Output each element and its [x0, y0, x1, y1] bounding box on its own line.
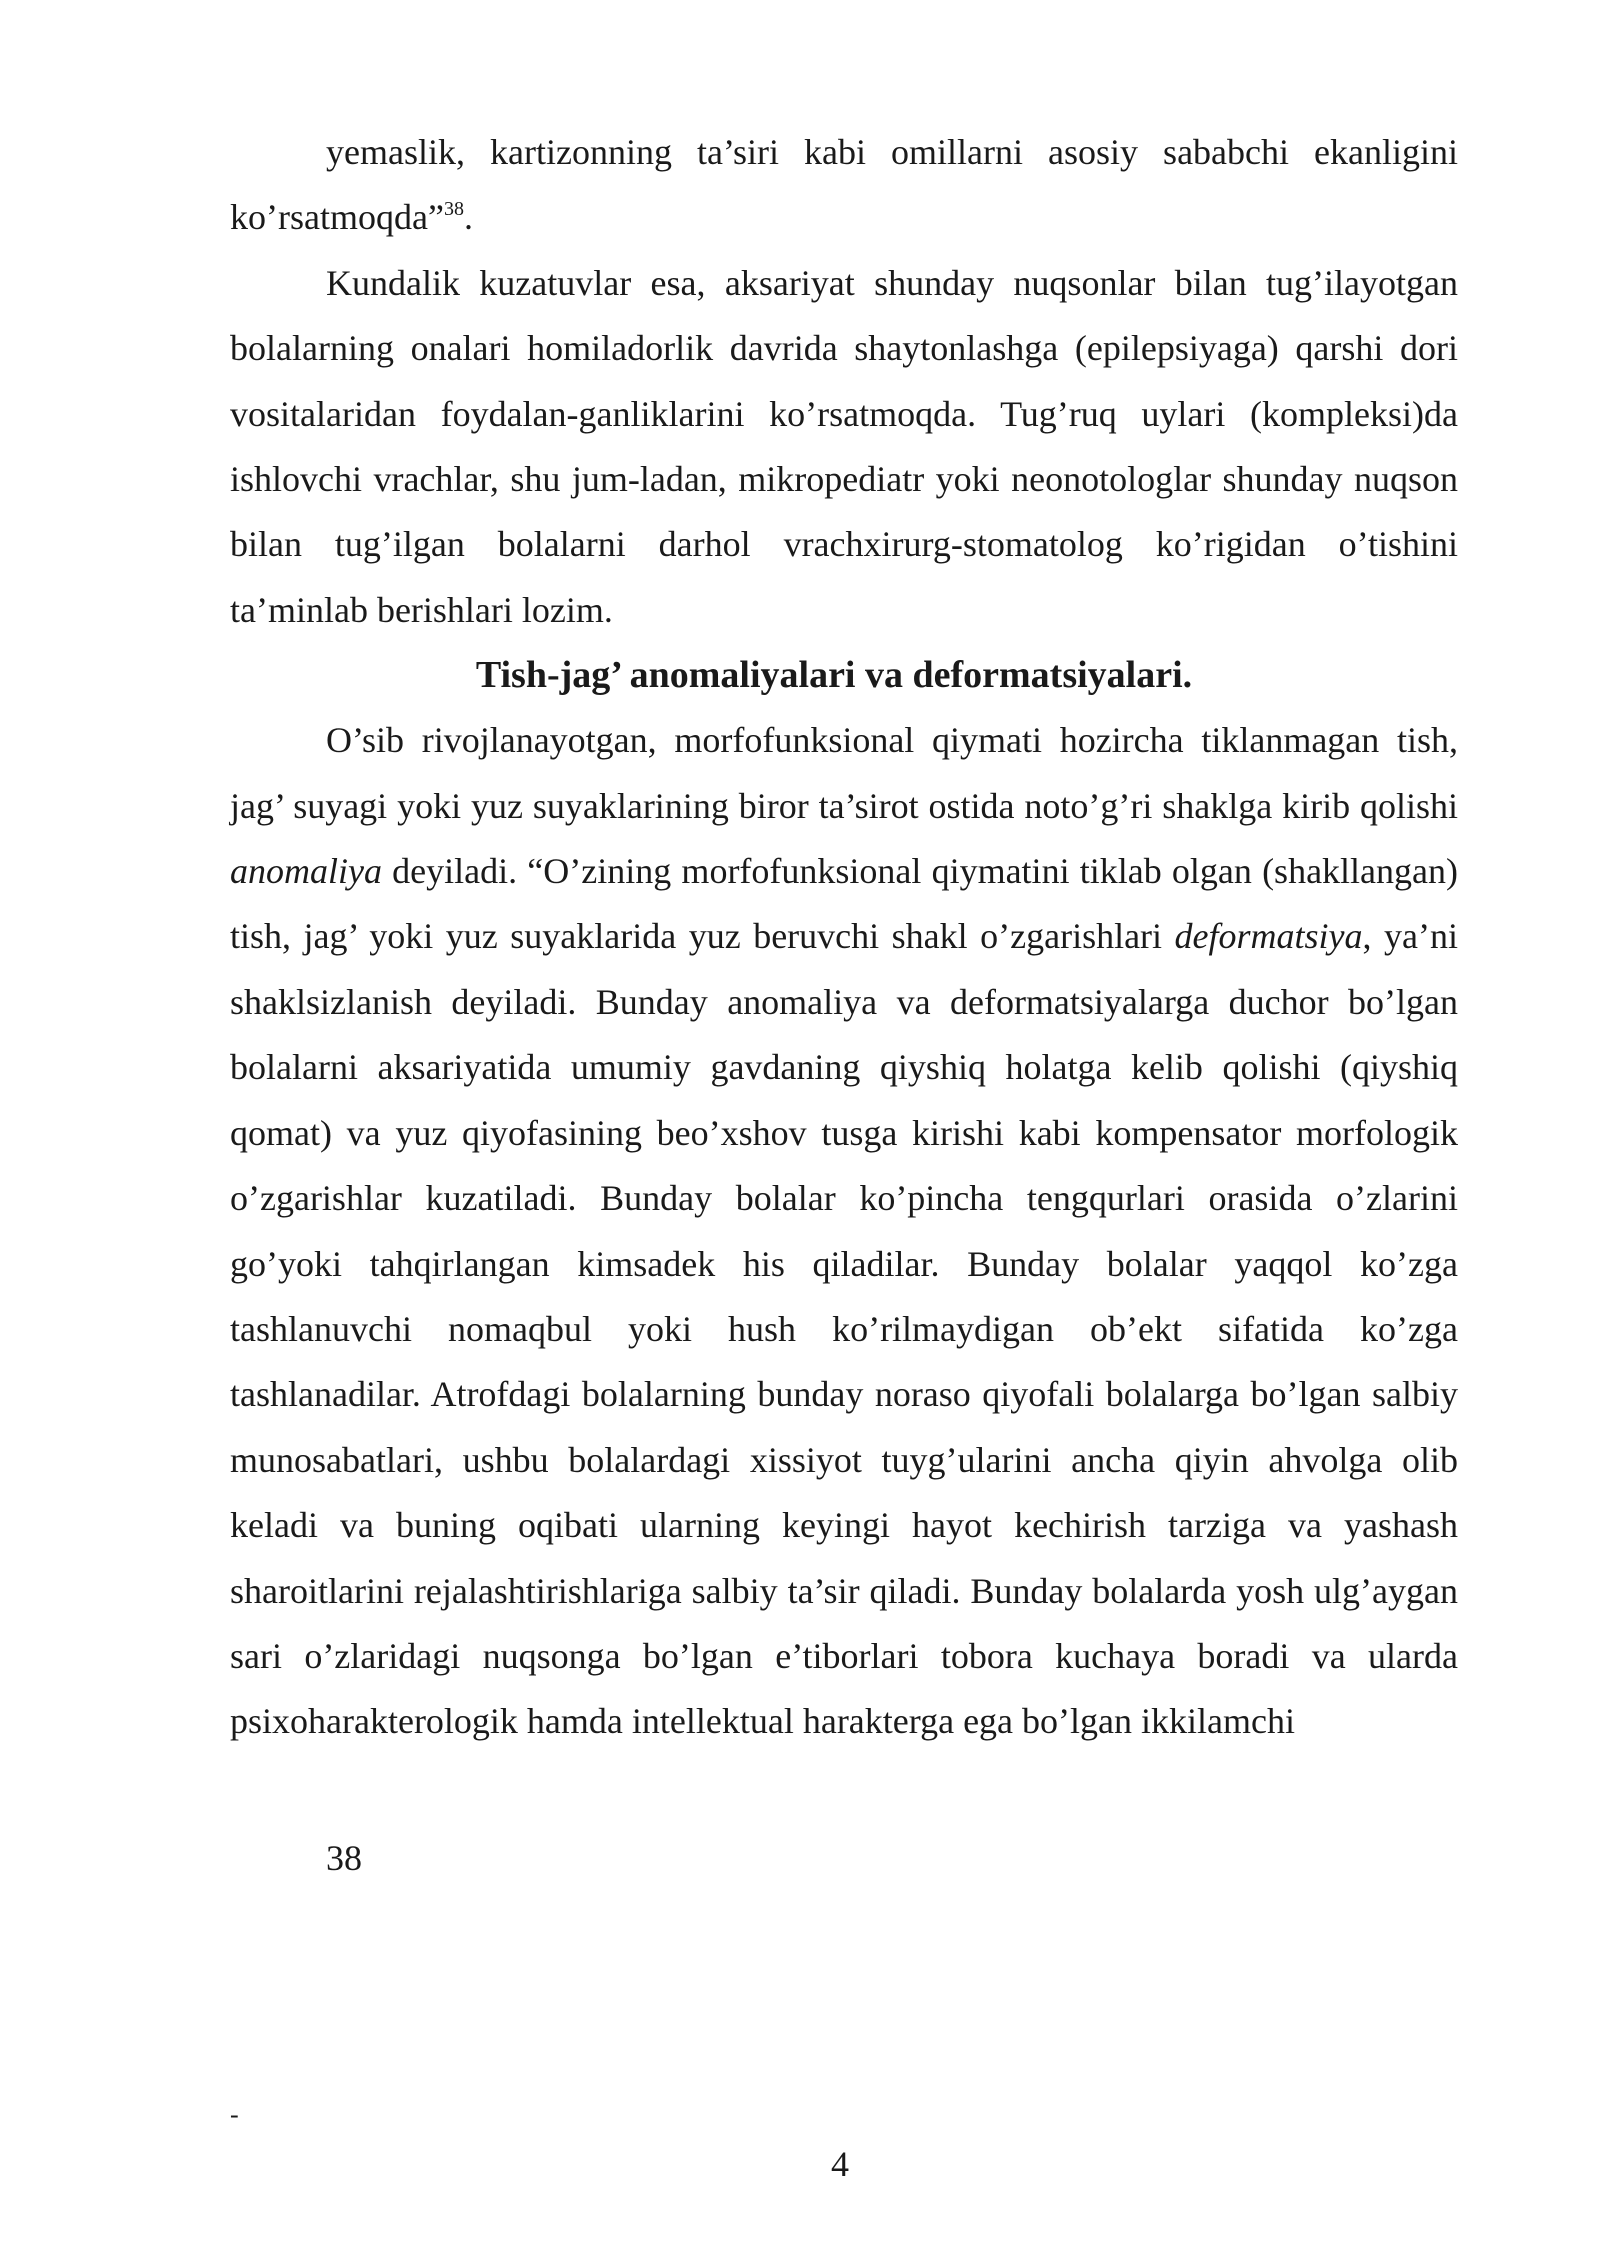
section-heading: Tish-jag’ anomaliyalari va deformatsiyalari.	[475, 654, 1193, 697]
page-number: 4	[831, 2144, 849, 2184]
paragraph-3-part-2: deyiladi. “O’zining morfofunksional qiymatini tiklab olgan (shakllangan) tish, jag’ yoki yuz suyaklarida yuz beruvchi shakl o’zgarishlari	[230, 851, 1458, 957]
footnote-number: 38	[326, 1838, 362, 1878]
footnote-reference[interactable]: 38	[443, 198, 464, 221]
paragraph-3-part-1: O’sib rivojlanayotgan, morfofunksional qiymati hozircha tiklanmagan tish, jag’ suyagi yoki yuz suyaklarining biror ta’sirot ostida noto’g’ri shaklga kirib qolishi	[230, 720, 1458, 826]
paragraph-1-text: yemaslik, kartizonning ta’siri kabi omillarni asosiy sababchi ekanligini ko’rsatmoqda”	[230, 132, 1458, 238]
paragraph-3-part-3: , ya’ni shaklsizlanish deyiladi. Bunday anomaliya va deformatsiyalarga duchor bo’lgan bolalarni aksariyatida umumiy gavdaning qiyshiq holatga kelib qolishi (qiyshiq qomat) va yuz qiyofasining beo’xshov tusga kirishi kabi kompensator morfologik o’zgarishlar kuzatiladi. Bunday bolalar ko’pincha tengqurlari orasida o’zlarini go’yoki tahqirlangan kimsadek his qiladilar. Bunday bolalar yaqqol ko’zga tashlanuvchi nomaqbul yoki hush ko’rilmaydigan ob’ekt sifatida ko’zga tashlanadilar. Atrofdagi bolalarning bunday noraso qiyofali bolalarga bo’lgan salbiy munosabatlari, ushbu bolalardagi xissiyot tuyg’ularini ancha qiyin ahvolga olib keladi va buning oqibati ularning keyingi hayot kechirish tarziga va yashash sharoitlarini rejalashtirishlariga salbiy ta’sir qiladi. Bunday bolalarda yosh ulg’aygan sari o’zlaridagi nuqsonga bo’lgan e’tiborlari tobora kuchaya boradi va ularda psixoharakterologik hamda intellektual harakterga ega bo’lgan ikkilamchi	[230, 916, 1458, 1742]
paragraph-2: Kundalik kuzatuvlar esa, aksariyat shunday nuqsonlar bilan tug’ilayotgan bolalarning onalari homiladorlik davrida shaytonlashga (epilepsiyaga) qarshi dori vositalaridan foydalan-ganliklarini ko’rsatmoqda. Tug’ruq uylari (kompleksi)da ishlovchi vrachlar, shu jum-ladan, mikropediatr yoki neonotologlar shunday nuqson bilan tug’ilgan bolalarni darhol vrachxirurg-stomatolog ko’rigidan o’tishini ta’minlab berishlari lozim.	[230, 262, 1458, 630]
paragraph-1	[230, 120, 1458, 251]
term-deformatsiya: deformatsiya	[1174, 916, 1363, 957]
paragraph-1-end: .	[463, 197, 473, 238]
page-body	[230, 120, 1458, 1755]
footnote-separator: -	[230, 2100, 239, 2129]
paragraph-3	[230, 708, 1458, 1755]
term-anomaliya: anomaliya	[230, 851, 382, 892]
